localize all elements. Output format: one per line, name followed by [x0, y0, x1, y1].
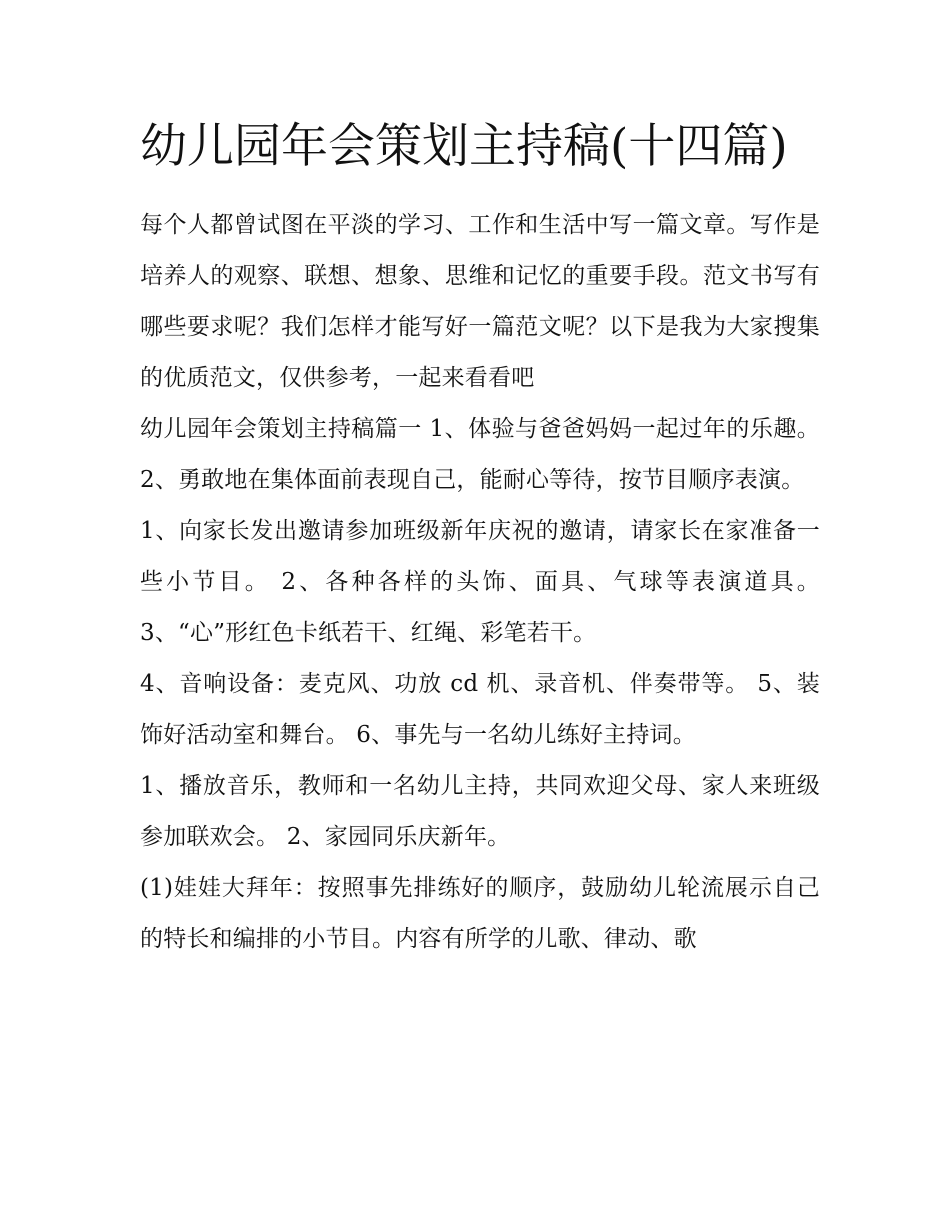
paragraph-goals: 幼儿园年会策划主持稿篇一 1、体验与爸爸妈妈一起过年的乐趣。 2、勇敢地在集体面前表现自己，能耐心等待，按节目顺序表演。	[140, 416, 820, 493]
document-body	[140, 112, 820, 965]
paragraph-opening: 1、播放音乐，教师和一名幼儿主持，共同欢迎父母、家人来班级参加联欢会。 2、家园同乐庆新年。	[140, 773, 820, 850]
paragraph-performance: (1)娃娃大拜年：按照事先排练好的顺序，鼓励幼儿轮流展示自己的特长和编排的小节目。内容有所学的儿歌、律动、歌	[140, 875, 820, 952]
paragraph-intro: 每个人都曾试图在平淡的学习、工作和生活中写一篇文章。写作是培养人的观察、联想、想象、思维和记忆的重要手段。范文书写有哪些要求呢？我们怎样才能写好一篇范文呢？以下是我为大家搜集的优质范文，仅供参考，一起来看看吧	[140, 212, 820, 391]
document-title: 幼儿园年会策划主持稿(十四篇)	[140, 119, 788, 174]
paragraph-preparation: 1、向家长发出邀请参加班级新年庆祝的邀请，请家长在家准备一些小节目。 2、各种各样的头饰、面具、气球等表演道具。 3、“心”形红色卡纸若干、红绳、彩笔若干。	[140, 518, 820, 646]
paragraph-equipment: 4、音响设备：麦克风、功放 cd 机、录音机、伴奏带等。 5、装饰好活动室和舞台。 6、事先与一名幼儿练好主持词。	[140, 671, 820, 748]
